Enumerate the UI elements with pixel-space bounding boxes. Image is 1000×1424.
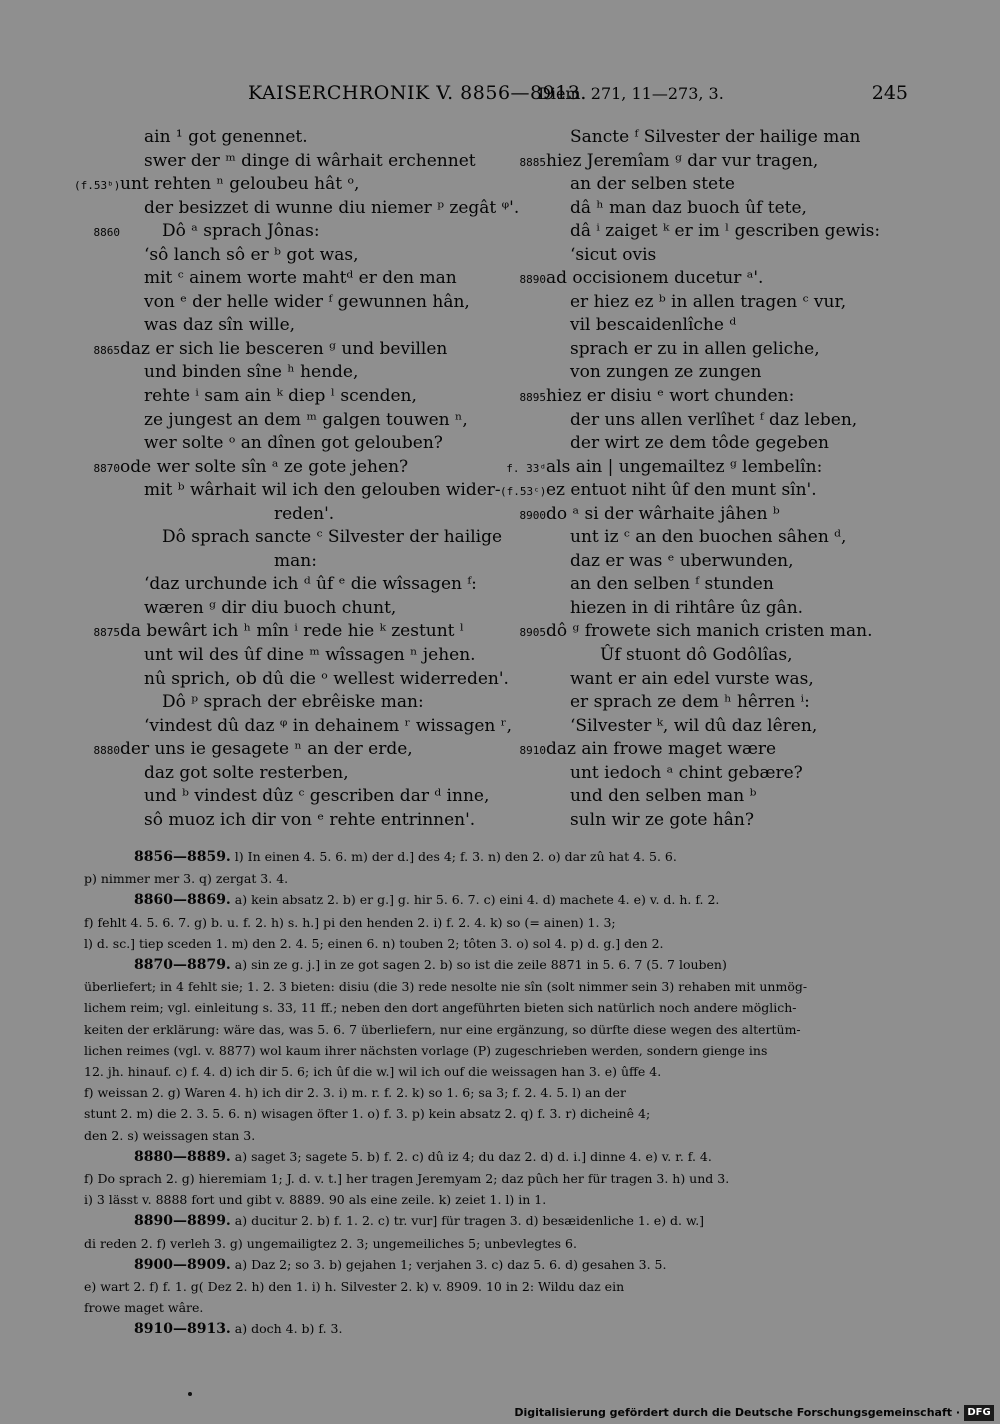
verse-text: do ᵃ si der wârhaite jâhen ᵇ (546, 503, 780, 524)
verse-line (74, 409, 494, 433)
footnote-text: a) sin ze g. j.] in ze got sagen 2. b) so ist die zeile 8871 in 5. 6. 7 (5. 7 louben) (234, 957, 727, 973)
verse-number: 8875 (93, 626, 120, 640)
verse-text: unt iedoch ᵃ chint gebære? (570, 762, 803, 783)
footnote-text: p) nimmer mer 3. q) zergat 3. 4. (84, 871, 289, 887)
page-header (0, 82, 1000, 108)
footnote-line (84, 868, 914, 889)
verse-line (74, 503, 494, 527)
footnote-verse-range: 8856—8859. (134, 849, 231, 865)
footnote-verse-range: 8870—8879. (134, 957, 231, 974)
footnote-line (84, 1318, 914, 1340)
verse-text: reden'. (274, 503, 335, 524)
verse-line (74, 738, 494, 762)
verse-text: sô muoz ich dir von ᵉ rehte entrinnen'. (144, 809, 476, 830)
verse-line (500, 220, 900, 244)
verse-text: der besizzet di wunne diu niemer ᵖ zegât ᵠ'. (144, 197, 520, 218)
footnote-line (84, 1019, 914, 1040)
footnote-text: keiten der erklärung: wäre das, was 5. 6. 7 überliefern, nur eine ergänzung, so dürfte diese wegen des altertüm- (84, 1021, 801, 1037)
verse-text: er hiez ez ᵇ in allen tragen ᶜ vur, (570, 291, 847, 312)
verse-text: hiez er disiu ᵉ wort chunden: (546, 386, 795, 407)
footnote-line (84, 912, 914, 933)
footnote-text: a) Daz 2; so 3. b) gejahen 1; verjahen 3. c) daz 5. 6. d) gesahen 3. 5. (234, 1256, 667, 1272)
verse-text: daz got solte resterben, (144, 762, 349, 783)
footnote-line (84, 976, 914, 997)
verse-number: (f.53ᶜ) (500, 485, 547, 499)
verse-text: ez entuot niht ûf den munt sîn'. (546, 480, 817, 501)
verse-text: mit ᶜ ainem worte mahtᵈ er den man (144, 268, 457, 289)
verse-line (500, 291, 900, 315)
verse-line (74, 197, 520, 221)
footnote-text: a) ducitur 2. b) f. 1. 2. c) tr. vur] für tragen 3. d) besæidenliche 1. e) d. w.] (234, 1213, 705, 1229)
verse-line (74, 762, 494, 786)
verse-text: und ᵇ vindest dûz ᶜ gescriben dar ᵈ inne, (144, 786, 490, 807)
footnote-line (84, 1254, 914, 1276)
verse-text: hiez Jeremîam ᵍ dar vur tragen, (546, 150, 819, 171)
verse-text: als ain | ungemailtez ᵍ lembelîn: (546, 456, 823, 477)
verse-line (74, 785, 494, 809)
verse-line (500, 715, 900, 739)
verse-text: der wirt ze dem tôde gegeben (570, 433, 829, 454)
footnote-line (84, 846, 914, 868)
verse-text: dô ᵍ frowete sich manich cristen man. (546, 621, 873, 642)
verse-line (74, 691, 494, 715)
footnote-text: i) 3 lässt v. 8888 fort und gibt v. 8889. 90 als eine zeile. k) zeiet 1. l) in 1. (84, 1192, 547, 1208)
verse-text: und den selben man ᵇ (570, 786, 757, 807)
footnote-text: überliefert; in 4 fehlt sie; 1. 2. 3 bieten: disiu (die 3) rede nesolte nie sîn (solt nimmer sein 3) rehaben mit unmög- (84, 979, 808, 995)
footnote-verse-range: 8890—8899. (134, 1213, 231, 1230)
verse-text: der uns ie gesagete ⁿ an der erde, (120, 739, 413, 760)
verse-text: daz er was ᵉ uberwunden, (570, 550, 794, 571)
verse-text: daz ain frowe maget wære (546, 739, 777, 760)
verse-text: nû sprich, ob dû die ᵒ wellest widerreden'. (144, 668, 509, 689)
verse-number: 8870 (93, 461, 120, 475)
footnote-text: f) weissan 2. g) Waren 4. h) ich dir 2. 3. i) m. r. f. 2. k) so 1. 6; sa 3; f. 2. 4. 5. l) an der (84, 1085, 626, 1101)
footnote-text: a) kein absatz 2. b) er g.] g. hir 5. 6. 7. c) eini 4. d) machete 4. e) v. d. h. f. 2. (234, 892, 720, 908)
footnote-text: 12. jh. hinauf. c) f. 4. d) ich dir 5. 6; ich ûf die w.] wil ich ouf die weissagen han 3. e) ûffe 4. (84, 1064, 662, 1080)
footnote-text: f) Do sprach 2. g) hieremiam 1; J. d. v. t.] her tragen Jeremyam 2; daz pûch her für tragen 3. h) und 3. (84, 1171, 730, 1187)
footnote-line (84, 1082, 914, 1103)
verse-line (500, 267, 900, 291)
footnote-text: l) In einen 4. 5. 6. m) der d.] des 4; f. 3. n) den 2. o) dar zû hat 4. 5. 6. (234, 849, 677, 864)
verse-line (500, 668, 900, 692)
verse-line (74, 597, 494, 621)
footnote-text: den 2. s) weissagen stan 3. (84, 1127, 256, 1143)
verse-text: dâ ʰ man daz buoch ûf tete, (570, 197, 807, 218)
verse-line (74, 267, 494, 291)
verse-number: 8890 (519, 273, 546, 287)
footnote-text: a) doch 4. b) f. 3. (234, 1321, 343, 1337)
footnote-line (84, 1061, 914, 1082)
verse-line (500, 456, 900, 480)
verse-text: Dô ᵖ sprach der ebrêiske man: (162, 692, 424, 713)
verse-text: mit ᵇ wârhait wil ich den gelouben wider- (144, 480, 501, 501)
verse-number: 8860 (93, 226, 120, 240)
verse-line (500, 173, 900, 197)
footnote-text: di reden 2. f) verleh 3. g) ungemailigtez 2. 3; ungemeiliches 5; unbevlegtes 6. (84, 1235, 577, 1251)
footnote-line (84, 997, 914, 1018)
footnote-line (84, 1168, 914, 1189)
footer-credit: Digitalisierung gefördert durch die Deutsche Forschungsgemeinschaft · (514, 1406, 960, 1419)
verse-line (74, 620, 494, 644)
verse-text: want er ain edel vurste was, (570, 668, 814, 689)
verse-line (500, 479, 900, 503)
footnote-text: stunt 2. m) die 2. 3. 5. 6. n) wisagen öfter 1. o) f. 3. p) kein absatz 2. q) f. 3. r) dicheinê 4; (84, 1106, 651, 1122)
verse-text: vil bescaidenlîche ᵈ (570, 315, 737, 336)
verse-text: Dô ᵃ sprach Jônas: (162, 221, 320, 242)
verse-text: ‘daz urchunde ich ᵈ ûf ᵉ die wîssagen ᶠ: (144, 574, 477, 595)
verse-line (500, 691, 900, 715)
footnote-line (84, 954, 914, 976)
stray-mark (188, 1392, 192, 1396)
verse-line (500, 809, 900, 833)
verse-text: ‘vindest dû daz ᵠ in dehainem ʳ wissagen ʳ, (144, 715, 513, 736)
verse-text: der uns allen verlîhet ᶠ daz leben, (570, 409, 858, 430)
verse-line (74, 644, 494, 668)
footnote-verse-range: 8860—8869. (134, 892, 231, 909)
verse-text: swer der ᵐ dinge di wârhait erchennet (144, 150, 476, 171)
verse-line (74, 573, 494, 597)
verse-number: 8885 (519, 155, 546, 169)
footnote-line (84, 1233, 914, 1254)
verse-text: und binden sîne ʰ hende, (144, 362, 359, 383)
left-verse-column (74, 126, 520, 832)
verse-line (74, 385, 494, 409)
verse-line (500, 620, 900, 644)
verse-text: hiezen in di rihtâre ûz gân. (570, 597, 804, 618)
verse-text: rehte ⁱ sam ain ᵏ diep ˡ scenden, (144, 386, 417, 407)
verse-line (500, 385, 900, 409)
footnote-line (84, 1189, 914, 1210)
verse-line (500, 338, 900, 362)
verse-line (74, 173, 494, 197)
verse-line (74, 526, 503, 550)
dfg-logo: DFG (964, 1405, 994, 1421)
verse-line (74, 314, 494, 338)
verse-line (500, 573, 900, 597)
verse-text: was daz sîn wille, (144, 315, 296, 336)
footnotes-apparatus (84, 846, 914, 1341)
footnote-verse-range: 8880—8889. (134, 1148, 231, 1165)
verse-number: 8865 (93, 343, 120, 357)
verse-line (74, 291, 494, 315)
verse-line (500, 550, 900, 574)
verse-line (74, 361, 494, 385)
verse-line (500, 526, 900, 550)
verse-number: f. 33ᵈ (506, 461, 546, 475)
footnote-text: e) wart 2. f) f. 1. g( Dez 2. h) den 1. i) h. Silvester 2. k) v. 8909. 10 in 2: Wildu daz ein (84, 1279, 625, 1295)
verse-number: 8900 (519, 508, 546, 522)
verse-number: 8905 (519, 626, 546, 640)
verse-text: unt iz ᶜ an den buochen sâhen ᵈ, (570, 527, 847, 548)
verse-line (500, 738, 900, 762)
footnote-text: lichem reim; vgl. einleitung s. 33, 11 ff.; neben den dort angeführten bieten sich natürlich noch andere möglich- (84, 1000, 797, 1016)
footnote-line (84, 1103, 914, 1124)
verse-text: unt wil des ûf dine ᵐ wîssagen ⁿ jehen. (144, 645, 476, 666)
page-number: 245 (871, 82, 908, 104)
verse-line (500, 244, 900, 268)
verse-text: ode wer solte sîn ᵃ ze gote jehen? (120, 456, 409, 477)
verse-line (74, 220, 494, 244)
verse-line (74, 668, 509, 692)
verse-text: ain ¹ got genennet. (144, 127, 308, 147)
verse-line (500, 597, 900, 621)
verse-line (500, 150, 900, 174)
verse-text: Ûf stuont dô Godôlîas, (600, 645, 793, 666)
verse-text: ad occisionem ducetur ᵃ'. (546, 268, 764, 289)
verse-line (500, 503, 900, 527)
verse-text: von ᵉ der helle wider ᶠ gewunnen hân, (144, 291, 470, 312)
verse-text: Sancte ᶠ Silvester der hailige man (570, 127, 861, 147)
verse-text: da bewârt ich ʰ mîn ⁱ rede hie ᵏ zestunt ˡ (120, 621, 465, 642)
verse-line (74, 432, 494, 456)
footnote-text: f) fehlt 4. 5. 6. 7. g) b. u. f. 2. h) s. h.] pi den henden 2. i) f. 2. 4. k) so (= ainen) 1. 3; (84, 914, 616, 930)
verse-text: unt rehten ⁿ geloubeu hât ᵒ, (120, 174, 360, 195)
verse-text: ‘Silvester ᵏ, wil dû daz lêren, (570, 715, 818, 736)
verse-text: an der selben stete (570, 174, 735, 195)
verse-text: suln wir ze gote hân? (570, 809, 754, 830)
footnote-text: a) saget 3; sagete 5. b) f. 2. c) dû iz 4; du daz 2. d) d. i.] dinne 4. e) v. r. f. 4. (234, 1148, 712, 1164)
page-footer (0, 1402, 1000, 1424)
verse-line (500, 126, 900, 150)
footnote-verse-range: 8910—8913. (134, 1321, 231, 1338)
verse-line (74, 479, 501, 503)
verse-number: (f.53ᵇ) (74, 179, 121, 193)
footnote-line (84, 1276, 914, 1297)
verse-text: er sprach ze dem ʰ hêrren ⁱ: (570, 692, 810, 713)
verse-text: wer solte ᵒ an dînen got gelouben? (144, 433, 443, 454)
verse-number: 8880 (93, 744, 120, 758)
verse-text: wæren ᵍ dir diu buoch chunt, (144, 597, 397, 618)
footnote-verse-range: 8900—8909. (134, 1256, 231, 1273)
verse-line (74, 150, 494, 174)
verse-text: ‘sô lanch sô er ᵇ got was, (144, 244, 359, 265)
verse-line (74, 338, 494, 362)
verse-text: ‘sicut ovis (570, 244, 657, 265)
footnote-line (84, 1210, 914, 1232)
footnote-line (84, 1040, 914, 1061)
footnote-text: frowe maget wâre. (84, 1300, 204, 1316)
verse-text: sprach er zu in allen geliche, (570, 338, 820, 359)
footnote-line (84, 889, 914, 911)
verse-line (500, 785, 900, 809)
footnote-line (84, 933, 914, 954)
verse-text: Dô sprach sancte ᶜ Silvester der hailige (162, 527, 503, 548)
footnote-line (84, 1146, 914, 1168)
footnote-text: lichen reimes (vgl. v. 8877) wol kaum ihrer nächsten vorlage (P) zugeschrieben werden, sondern gienge ins (84, 1042, 768, 1058)
verse-number: 8910 (519, 744, 546, 758)
verse-text: man: (274, 550, 317, 571)
verse-text: dâ ⁱ zaiget ᵏ er im ˡ gescriben gewis: (570, 221, 881, 242)
verse-line (74, 126, 494, 150)
verse-line (500, 432, 900, 456)
verse-line (500, 762, 900, 786)
verse-text: von zungen ze zungen (570, 362, 762, 383)
footnote-text: l) d. sc.] tiep sceden 1. m) den 2. 4. 5; einen 6. n) touben 2; tôten 3. o) sol 4. p) d. g.] den 2. (84, 935, 664, 951)
verse-line (74, 550, 494, 574)
running-title: KAISERCHRONIK V. 8856—8913. (248, 82, 587, 104)
verse-line (500, 644, 900, 668)
verse-line (74, 244, 494, 268)
verse-number: 8895 (519, 391, 546, 405)
verse-text: an den selben ᶠ stunden (570, 574, 774, 595)
footnote-line (84, 1125, 914, 1146)
footnote-line (84, 1297, 914, 1318)
verse-line (74, 809, 494, 833)
verse-text: ze jungest an dem ᵐ galgen touwen ⁿ, (144, 409, 468, 430)
right-verse-column (500, 126, 900, 832)
verse-line (500, 197, 900, 221)
verse-line (74, 715, 513, 739)
running-subtitle: Diem. 271, 11—273, 3. (538, 84, 724, 103)
verse-line (500, 361, 900, 385)
verse-text: daz er sich lie besceren ᵍ und bevillen (120, 338, 448, 359)
verse-line (74, 456, 494, 480)
verse-line (500, 314, 900, 338)
verse-line (500, 409, 900, 433)
